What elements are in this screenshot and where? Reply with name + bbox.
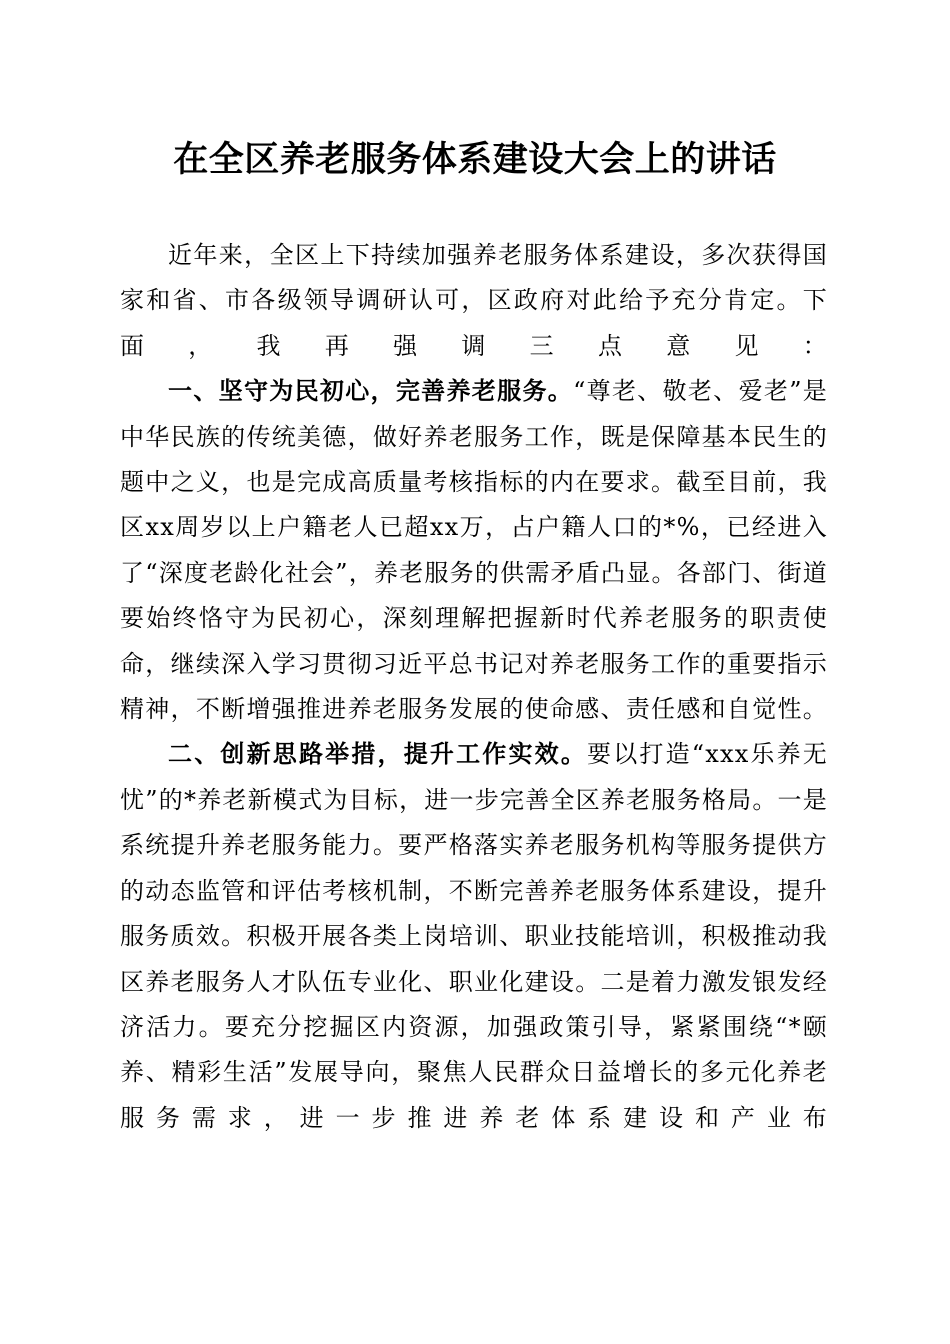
section-2-heading: 二、创新思路举措，提升工作实效。 (168, 740, 588, 769)
document-title: 在全区养老服务体系建设大会上的讲话 (173, 139, 777, 180)
section-2-text: 要以打造“xxx乐养无忧”的*养老新模式为目标，进一步完善全区养老服务格局。一是系统提升养老服务能力。要严格落实养老服务机构等服务提供方的动态监管和评估考核机制，不断完善养老服务体系建设，提升服务质效。积极开展各类上岗培训、职业技能培训，积极推动我区养老服务人才队伍专业化、职业化建设。二是着力激发银发经济活力。要充分挖掘区内资源，加强政策引导，紧紧围绕“*颐养、精彩生活”发展导向，聚焦人民群众日益增长的多元化养老服务需求，进一步推进养老体系建设和产业布 (120, 740, 829, 1132)
section-1-text: “尊老、敬老、爱老”是中华民族的传统美德，做好养老服务工作，既是保障基本民生的题中之义，也是完成高质量考核指标的内在要求。截至目前，我区xx周岁以上户籍老人已超xx万，占户籍人口的*%，已经进入了“深度老龄化社会”，养老服务的供需矛盾凸显。各部门、街道要始终恪守为民初心，深刻理解把握新时代养老服务的职责使命，继续深入学习贯彻习近平总书记对养老服务工作的重要指示精神，不断增强推进养老服务发展的使命感、责任感和自觉性。 (120, 377, 828, 724)
section-2-paragraph (120, 732, 828, 1141)
intro-paragraph: 近年来，全区上下持续加强养老服务体系建设，多次获得国家和省、市各级领导调研认可，区政府对此给予充分肯定。下面，我再强调三点意见： (120, 241, 828, 360)
section-1-paragraph (120, 369, 828, 732)
document-body (120, 233, 828, 1141)
section-1-heading: 一、坚守为民初心，完善养老服务。 (168, 377, 574, 406)
